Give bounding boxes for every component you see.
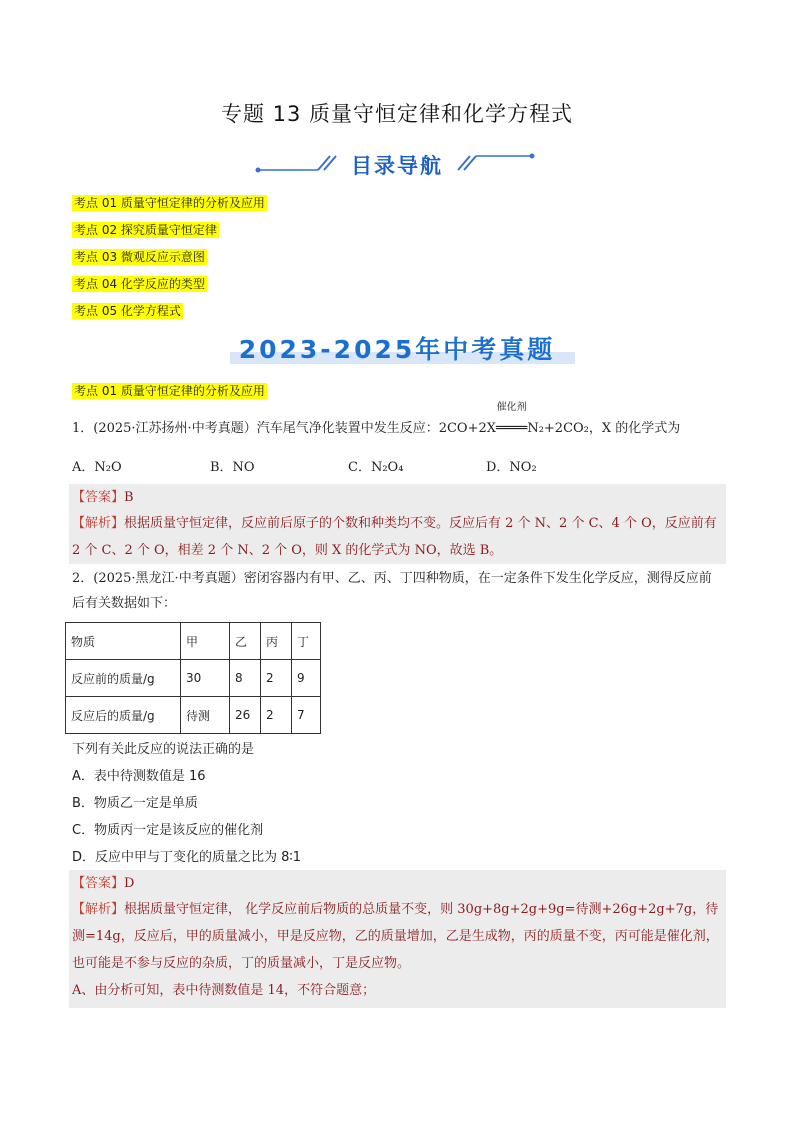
year-banner: 2023-2025年中考真题 [238,335,556,364]
reaction-arrow: 催化剂 ════ [496,402,528,436]
option-b[interactable]: B．NO [210,460,255,475]
mass-data-table [65,622,321,734]
question-2-analysis: 【解析】根据质量守恒定律， 化学反应前后物质的总质量不变，则 30g+8g+2g+9g=待测+26g+2g+7g，待测=14g，反应后，甲的质量减小，甲是反应物，乙的质量增加，乙是生成物，丙的质量不变，丙可能是催化剂，也可能是不参与反应的杂质，丁的质量减小，丁是反应物。 A、由分析可知，表中待测数值是 14，不符合题意； [69,896,726,1008]
question-2-prompt: 下列有关此反应的说法正确的是 [72,742,255,757]
nav-title: 目录导航 [351,154,443,178]
question-2-stem: 2．(2025·黑龙江·中考真题）密闭容器内有甲、乙、丙、丁四种物质，在一定条件下发生化学反应，测得反应前后有关数据如下： [72,571,712,611]
option-a[interactable]: A．表中待测数值是 16 [72,769,206,784]
option-b[interactable]: B．物质乙一定是单质 [72,796,198,811]
option-d[interactable]: D．NO₂ [486,460,537,475]
question-1-analysis: 【解析】根据质量守恒定律，反应前后原子的个数和种类均不变。反应后有 2 个 N、2 个 C、4 个 O，反应前有 2 个 C、2 个 O，相差 2 个 N、2 个 O，则 X 的化学式为 NO，故选 B。 [69,510,726,564]
question-1-answer: 【答案】B [69,484,726,510]
question-2-choices [72,736,301,871]
toc-item[interactable]: 考点 01 质量守恒定律的分析及应用 [74,196,265,210]
question-1-stem: 1．(2025·江苏扬州·中考真题）汽车尾气净化装置中发生反应：2CO+2X 催化剂 ════N₂+2CO₂，X 的化学式为 [72,416,722,441]
toc-item[interactable]: 考点 04 化学反应的类型 [74,277,205,291]
option-a[interactable]: A．N₂O [72,460,122,475]
table-row: 反应后的质量/g 待测 26 2 7 [66,697,321,734]
option-c[interactable]: C．物质丙一定是该反应的催化剂 [72,823,264,838]
toc-item[interactable]: 考点 05 化学方程式 [74,304,181,318]
page-title: 专题 13 质量守恒定律和化学方程式 [220,102,574,126]
table-row: 反应前的质量/g 30 8 2 9 [66,660,321,697]
question-2-answer: 【答案】D [69,870,726,896]
table-of-contents [72,194,267,329]
question-1-options [72,456,722,475]
option-d[interactable]: D．反应中甲与丁变化的质量之比为 8∶1 [72,850,302,865]
section-heading: 考点 01 质量守恒定律的分析及应用 [74,384,265,398]
toc-item[interactable]: 考点 03 微观反应示意图 [74,250,205,264]
option-c[interactable]: C．N₂O₄ [348,460,404,475]
table-header-row: 物质 甲 乙 丙 丁 [66,623,321,660]
toc-item[interactable]: 考点 02 探究质量守恒定律 [74,223,217,237]
